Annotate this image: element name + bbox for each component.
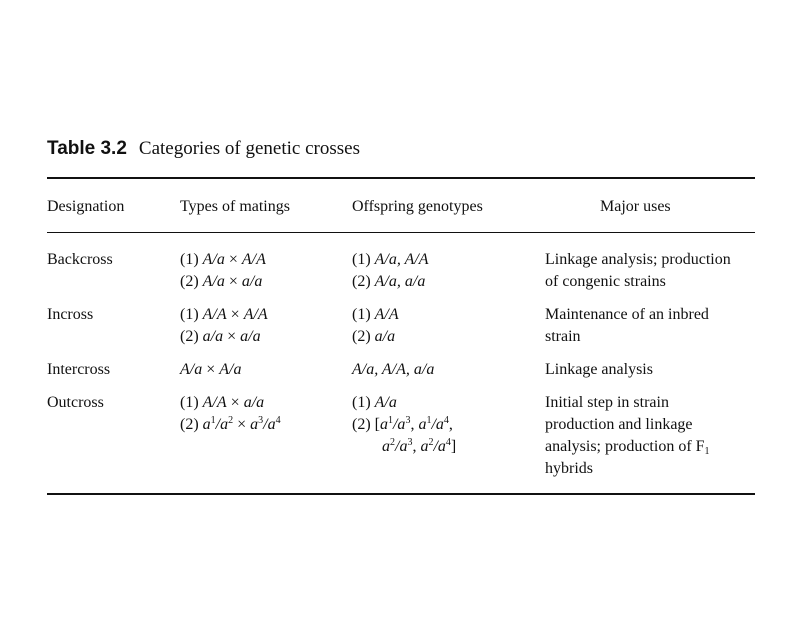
mating-line: A/a × A/a	[180, 361, 242, 378]
table-title: Categories of genetic crosses	[138, 138, 360, 159]
table-caption	[47, 138, 360, 160]
row-backcross-offspring	[352, 249, 429, 293]
uses-line: Linkage analysis	[545, 361, 653, 378]
header-designation: Designation	[47, 198, 125, 215]
row-backcross-designation: Backcross	[47, 251, 113, 268]
uses-line: Maintenance of an inbred	[545, 306, 709, 323]
row-incross-designation: Incross	[47, 306, 94, 323]
header-offspring: Offspring genotypes	[352, 198, 483, 215]
offspring-line: (1) A/a, A/A	[352, 251, 429, 268]
uses-line: analysis; production of $F_1$	[545, 438, 710, 457]
row-incross-uses	[545, 304, 760, 348]
mating-line: (1) A/a × A/A	[180, 251, 266, 268]
row-intercross-uses	[545, 359, 760, 381]
header-uses: Major uses	[600, 198, 671, 215]
offspring-line: A/a, A/A, a/a	[352, 361, 435, 378]
offspring-line: (2) a/a	[352, 328, 396, 345]
header-matings: Types of matings	[180, 198, 290, 215]
row-backcross-matings	[180, 249, 266, 293]
offspring-line: (1) A/A	[352, 306, 399, 323]
offspring-line: (2) A/a, a/a	[352, 273, 426, 290]
table-number: Table 3.2	[47, 138, 127, 159]
mating-line: (2) A/a × a/a	[180, 273, 263, 290]
row-intercross-offspring	[352, 359, 434, 381]
mating-line: (2) a/a × a/a	[180, 328, 261, 345]
mating-line: (2) $a^1/a^2 \times a^3/a^4$	[180, 415, 281, 433]
header-rule	[47, 232, 755, 233]
row-incross-offspring	[352, 304, 399, 348]
uses-line: Linkage analysis; production	[545, 251, 731, 268]
top-rule	[47, 177, 755, 179]
row-intercross-designation: Intercross	[47, 361, 111, 378]
offspring-line: (1) A/a	[352, 394, 397, 411]
mating-line: (1) A/A × a/a	[180, 394, 265, 411]
offspring-line: (2) [$a^1/a^3$, $a^1/a^4$,	[352, 415, 453, 433]
bottom-rule	[47, 493, 755, 495]
row-outcross-matings	[180, 392, 281, 436]
uses-line: Initial step in strain	[545, 394, 669, 411]
row-incross-matings	[180, 304, 268, 348]
uses-line: strain	[545, 328, 581, 345]
uses-line: hybrids	[545, 460, 593, 477]
row-intercross-matings	[180, 359, 241, 381]
mating-line: (1) A/A × A/A	[180, 306, 268, 323]
row-outcross-offspring	[352, 392, 456, 458]
offspring-line: $a^2/a^3$, $a^2/a^4$]	[382, 437, 457, 455]
row-outcross-uses	[545, 392, 760, 480]
row-backcross-uses	[545, 249, 760, 293]
uses-line: production and linkage	[545, 416, 693, 433]
row-outcross-designation: Outcross	[47, 394, 104, 411]
uses-line: of congenic strains	[545, 273, 666, 290]
